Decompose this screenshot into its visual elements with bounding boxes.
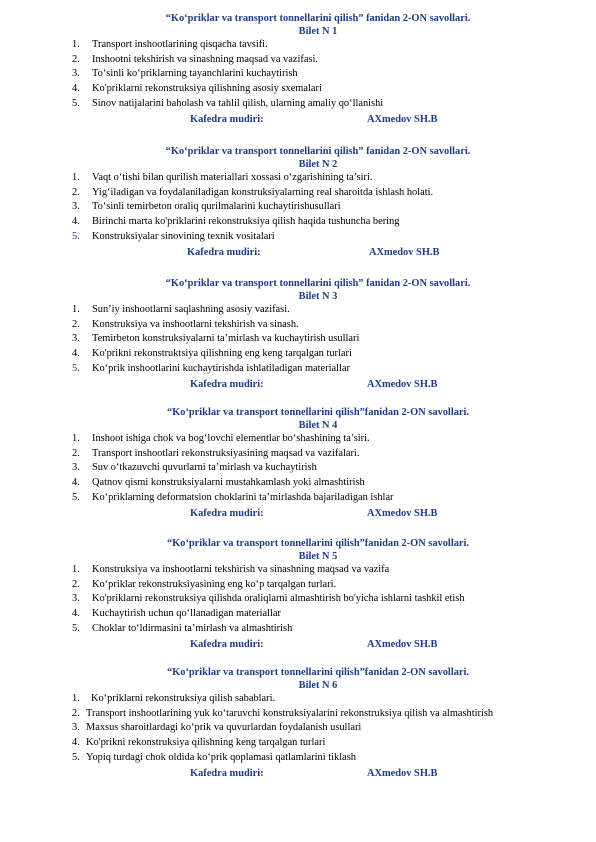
signature-line bbox=[0, 111, 596, 127]
list-item: 2. Transport inshootlarining yuk ko‘taruvchi konstruksiyalarini rekonstruksiya qilish va almashtirish bbox=[72, 707, 494, 719]
list-item: 3. Ko'priklarni rekonstruksiya qilishda oraliqlarni almashtirish bo'yicha ishlarni tashkil etish bbox=[72, 593, 465, 605]
department-head-label: Kafedra mudiri: bbox=[190, 768, 264, 780]
list-item: 3. Temirbeton konstruksiyalarni ta’mirlash va kuchaytirish usullari bbox=[72, 333, 360, 345]
list-item: 1. Konstruksiya va inshootlarni tekshirish va sinashning maqsad va vazifa bbox=[72, 564, 390, 575]
ticket-number: Bilet N 1 bbox=[298, 26, 338, 37]
ticket-3 bbox=[0, 277, 596, 392]
list-item: 3. Maxsus sharoitlardagi ko‘prik va quvurlardan foydalanish usullari bbox=[72, 722, 362, 734]
list-item: 3. To‘sinli ko‘priklarning tayanchlarini kuchaytirish bbox=[72, 68, 298, 80]
department-head-label: Kafedra mudiri: bbox=[190, 639, 264, 651]
department-head-name: AXmedov SH.B bbox=[367, 639, 438, 651]
department-head-label: Kafedra mudiri: bbox=[190, 114, 264, 126]
question-list bbox=[0, 432, 596, 505]
question-list bbox=[0, 692, 596, 765]
list-item: 5. Choklar to‘ldirmasini ta’mirlash va almashtirish bbox=[72, 622, 293, 634]
list-item: 2. Transport inshootlari rekonstruksiyasining maqsad va vazifalari. bbox=[72, 447, 360, 459]
question-list bbox=[0, 563, 596, 636]
list-item: 4. Birinchi marta ko'priklarini rekonstruksiya qilish haqida tushuncha bering bbox=[72, 216, 400, 228]
list-item: 1. Sun’iy inshootlarni saqlashning asosiy vazifasi. bbox=[72, 304, 290, 315]
department-head-name: AXmedov SH.B bbox=[369, 247, 440, 259]
signature-line bbox=[0, 765, 596, 781]
question-list bbox=[0, 171, 596, 244]
list-item: 4. Qatnov qismi konstruksiyalarni mustahkamlash yoki almashtirish bbox=[72, 477, 365, 489]
ticket-number: Bilet N 4 bbox=[298, 420, 338, 431]
list-item: 5. Ko‘prik inshootlarini kuchaytirishda ishlatiladigan materiallar bbox=[72, 362, 350, 374]
department-head-label: Kafedra mudiri: bbox=[187, 247, 261, 259]
ticket-title: “Ko‘priklar va transport tonnellarini qilish” fanidan 2-ON savollari. bbox=[165, 278, 471, 289]
list-item: 4. Ko'prikni rekonstruktsiya qilishning eng keng tarqalgan turlari bbox=[72, 348, 352, 360]
department-head-name: AXmedov SH.B bbox=[367, 379, 438, 391]
list-item: 4. Ko'priklarni rekonstruksiya qilishning asosiy sxemalari bbox=[72, 83, 322, 95]
ticket-title: “Ko‘priklar va transport tonnellarini qilish” fanidan 2-ON savollari. bbox=[165, 13, 471, 24]
list-item: 1. Vaqt o‘tishi bilan qurilish materiallari xossasi o‘zgarishining ta’siri. bbox=[72, 172, 373, 183]
signature-line bbox=[0, 244, 596, 260]
list-item: 5. Yopiq turdagi chok oldida ko‘prik qoplamasi qatlamlarini tiklash bbox=[72, 751, 356, 763]
ticket-title: “Ko‘priklar va transport tonnellarini qilish” fanidan 2-ON savollari. bbox=[165, 146, 471, 157]
ticket-1 bbox=[0, 12, 596, 127]
signature-line bbox=[0, 376, 596, 392]
list-item: 4. Ko'prikni rekonstruksiya qilishning keng tarqalgan turlari bbox=[72, 737, 326, 749]
question-list bbox=[0, 38, 596, 111]
list-item: 4. Kuchaytirish uchun qo‘llanadigan materiallar bbox=[72, 608, 281, 620]
department-head-label: Kafedra mudiri: bbox=[190, 508, 264, 520]
ticket-5 bbox=[0, 537, 596, 652]
department-head-name: AXmedov SH.B bbox=[367, 768, 438, 780]
ticket-number: Bilet N 6 bbox=[298, 680, 338, 691]
list-item: 5. Konstruksiyalar sinovining texnik vositalari bbox=[72, 230, 275, 242]
list-item: 2. Yig‘iladigan va foydalaniladigan konstruksiyalarning real sharoitda ishlash holati. bbox=[72, 186, 434, 198]
ticket-number: Bilet N 3 bbox=[298, 291, 338, 302]
ticket-2 bbox=[0, 145, 596, 260]
question-list bbox=[0, 303, 596, 376]
list-item: 1. Ko‘priklarni rekonstruksiya qilish sabablari. bbox=[72, 693, 276, 704]
ticket-title: “Ko‘priklar va transport tonnellarini qilish”fanidan 2-ON savollari. bbox=[166, 667, 470, 678]
signature-line bbox=[0, 636, 596, 652]
signature-line bbox=[0, 505, 596, 521]
list-item: 2. Konstruksiya va inshootlarni tekshirish va sinash. bbox=[72, 318, 299, 330]
ticket-4 bbox=[0, 406, 596, 521]
ticket-number: Bilet N 2 bbox=[298, 159, 338, 170]
ticket-title: “Ko‘priklar va transport tonnellarini qilish”fanidan 2-ON savollari. bbox=[166, 407, 470, 418]
department-head-name: AXmedov SH.B bbox=[367, 114, 438, 126]
list-item: 2. Inshootni tekshirish va sinashning maqsad va vazifasi. bbox=[72, 53, 318, 65]
list-item: 3. To‘sinli temirbeton oraliq qurilmalarini kuchaytirishusullari bbox=[72, 201, 341, 213]
department-head-label: Kafedra mudiri: bbox=[190, 379, 264, 391]
department-head-name: AXmedov SH.B bbox=[367, 508, 438, 520]
list-item: 1. Transport inshootlarining qisqacha tavsifi. bbox=[72, 39, 268, 50]
list-item: 3. Suv o‘tkazuvchi quvurlarni ta’mirlash va kuchaytirish bbox=[72, 462, 317, 474]
ticket-title: “Ko‘priklar va transport tonnellarini qilish”fanidan 2-ON savollari. bbox=[166, 538, 470, 549]
list-item: 5. Sinov natijalarini baholash va tahlil qilish, ularning amaliy qo‘llanishi bbox=[72, 97, 384, 109]
ticket-number: Bilet N 5 bbox=[298, 551, 338, 562]
list-item: 1. Inshoot ishiga chok va bog‘lovchi elementlar bo‘shashining ta’siri. bbox=[72, 433, 370, 444]
list-item: 2. Ko‘priklar rekonstruksiyasining eng ko‘p tarqalgan turlari. bbox=[72, 578, 337, 590]
list-item: 5. Ko‘priklarning deformatsion choklarini ta’mirlashda bajariladigan ishlar bbox=[72, 491, 394, 503]
ticket-6 bbox=[0, 666, 596, 781]
